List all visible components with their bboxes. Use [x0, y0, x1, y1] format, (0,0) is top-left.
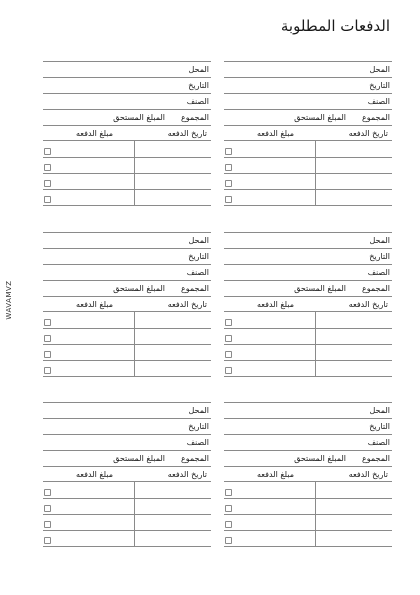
brand-logo: WAVAMVZ: [5, 280, 13, 320]
place-row[interactable]: [43, 61, 211, 78]
place-label: المحل: [188, 406, 209, 415]
column-divider: [134, 481, 135, 547]
table-row[interactable]: [43, 157, 211, 174]
payments-table: [224, 311, 392, 378]
table-row[interactable]: [224, 328, 392, 345]
payments-table: [224, 140, 392, 207]
paid-checkbox[interactable]: [44, 148, 51, 155]
total-label: المجموع: [362, 113, 390, 122]
place-row[interactable]: [224, 402, 392, 419]
amount-due-label: المبلغ المستحق: [113, 284, 165, 293]
table-row[interactable]: [43, 328, 211, 345]
payment-date-header: تاريخ الدفعه: [167, 470, 207, 479]
table-row[interactable]: [43, 189, 211, 206]
table-row[interactable]: [43, 360, 211, 377]
paid-checkbox[interactable]: [225, 196, 232, 203]
payment-date-header: تاريخ الدفعه: [348, 300, 388, 309]
date-label: التاريخ: [369, 422, 390, 431]
place-label: المحل: [369, 65, 390, 74]
payments-table-header: [224, 296, 392, 311]
total-label: المجموع: [362, 284, 390, 293]
table-row[interactable]: [224, 189, 392, 206]
payment-amount-header: مبلغ الدفعه: [257, 300, 294, 309]
category-row[interactable]: [224, 264, 392, 281]
payment-amount-header: مبلغ الدفعه: [76, 129, 113, 138]
date-label: التاريخ: [369, 81, 390, 90]
category-row[interactable]: [43, 434, 211, 451]
payment-amount-header: مبلغ الدفعه: [257, 129, 294, 138]
table-row[interactable]: [224, 530, 392, 547]
paid-checkbox[interactable]: [225, 164, 232, 171]
payments-table: [43, 481, 211, 548]
paid-checkbox[interactable]: [225, 335, 232, 342]
date-label: التاريخ: [188, 252, 209, 261]
payment-block-right-3: [224, 402, 392, 552]
place-row[interactable]: [224, 61, 392, 78]
column-divider: [315, 311, 316, 377]
category-row[interactable]: [224, 434, 392, 451]
payment-block-left-3: [43, 402, 211, 552]
paid-checkbox[interactable]: [225, 367, 232, 374]
page-title: الدفعات المطلوبة: [280, 17, 390, 35]
date-row[interactable]: [43, 248, 211, 265]
payments-table: [43, 311, 211, 378]
paid-checkbox[interactable]: [225, 489, 232, 496]
table-row[interactable]: [43, 514, 211, 531]
date-row[interactable]: [224, 77, 392, 94]
category-label: الصنف: [186, 438, 209, 447]
column-divider: [315, 481, 316, 547]
paid-checkbox[interactable]: [44, 489, 51, 496]
payments-table-header: [224, 125, 392, 140]
table-row[interactable]: [43, 312, 211, 329]
payments-table: [224, 481, 392, 548]
paid-checkbox[interactable]: [44, 180, 51, 187]
paid-checkbox[interactable]: [44, 164, 51, 171]
paid-checkbox[interactable]: [44, 505, 51, 512]
total-label: المجموع: [362, 454, 390, 463]
total-row[interactable]: [224, 450, 392, 467]
table-row[interactable]: [224, 498, 392, 515]
payments-table-header: [43, 466, 211, 481]
place-label: المحل: [369, 406, 390, 415]
category-label: الصنف: [186, 97, 209, 106]
paid-checkbox[interactable]: [225, 148, 232, 155]
total-row[interactable]: [43, 109, 211, 126]
payment-block-left-2: [43, 232, 211, 382]
category-label: الصنف: [186, 268, 209, 277]
payment-block-left-1: [43, 61, 211, 211]
date-row[interactable]: [224, 418, 392, 435]
payments-table: [43, 140, 211, 207]
place-row[interactable]: [43, 402, 211, 419]
payment-date-header: تاريخ الدفعه: [167, 300, 207, 309]
column-divider: [315, 140, 316, 206]
paid-checkbox[interactable]: [44, 537, 51, 544]
category-row[interactable]: [43, 93, 211, 110]
table-row[interactable]: [43, 141, 211, 158]
table-row[interactable]: [43, 530, 211, 547]
amount-due-label: المبلغ المستحق: [294, 113, 346, 122]
total-label: المجموع: [181, 454, 209, 463]
category-label: الصنف: [367, 268, 390, 277]
category-label: الصنف: [367, 97, 390, 106]
date-label: التاريخ: [188, 81, 209, 90]
place-row[interactable]: [224, 232, 392, 249]
payment-amount-header: مبلغ الدفعه: [257, 470, 294, 479]
total-row[interactable]: [43, 450, 211, 467]
category-label: الصنف: [367, 438, 390, 447]
place-row[interactable]: [43, 232, 211, 249]
table-row[interactable]: [224, 482, 392, 499]
amount-due-label: المبلغ المستحق: [113, 113, 165, 122]
paid-checkbox[interactable]: [225, 351, 232, 358]
paid-checkbox[interactable]: [225, 537, 232, 544]
total-row[interactable]: [224, 280, 392, 297]
table-row[interactable]: [224, 173, 392, 190]
payments-table-header: [43, 125, 211, 140]
table-row[interactable]: [224, 514, 392, 531]
payment-date-header: تاريخ الدفعه: [348, 129, 388, 138]
total-row[interactable]: [224, 109, 392, 126]
place-label: المحل: [188, 65, 209, 74]
total-row[interactable]: [43, 280, 211, 297]
table-row[interactable]: [43, 173, 211, 190]
place-label: المحل: [188, 236, 209, 245]
table-row[interactable]: [224, 157, 392, 174]
payment-amount-header: مبلغ الدفعه: [76, 470, 113, 479]
paid-checkbox[interactable]: [44, 521, 51, 528]
payment-block-right-2: [224, 232, 392, 382]
column-divider: [134, 140, 135, 206]
total-label: المجموع: [181, 113, 209, 122]
paid-checkbox[interactable]: [225, 505, 232, 512]
payments-table-header: [224, 466, 392, 481]
table-row[interactable]: [224, 360, 392, 377]
amount-due-label: المبلغ المستحق: [294, 284, 346, 293]
table-row[interactable]: [224, 312, 392, 329]
payment-date-header: تاريخ الدفعه: [167, 129, 207, 138]
table-row[interactable]: [43, 344, 211, 361]
payment-amount-header: مبلغ الدفعه: [76, 300, 113, 309]
paid-checkbox[interactable]: [44, 351, 51, 358]
table-row[interactable]: [43, 482, 211, 499]
category-row[interactable]: [43, 264, 211, 281]
paid-checkbox[interactable]: [44, 196, 51, 203]
paid-checkbox[interactable]: [225, 319, 232, 326]
payment-date-header: تاريخ الدفعه: [348, 470, 388, 479]
paid-checkbox[interactable]: [44, 319, 51, 326]
paid-checkbox[interactable]: [225, 180, 232, 187]
payment-block-right-1: [224, 61, 392, 211]
amount-due-label: المبلغ المستحق: [294, 454, 346, 463]
paid-checkbox[interactable]: [44, 335, 51, 342]
table-row[interactable]: [224, 344, 392, 361]
paid-checkbox[interactable]: [225, 521, 232, 528]
date-label: التاريخ: [369, 252, 390, 261]
paid-checkbox[interactable]: [44, 367, 51, 374]
table-row[interactable]: [224, 141, 392, 158]
category-row[interactable]: [224, 93, 392, 110]
column-divider: [134, 311, 135, 377]
date-row[interactable]: [43, 77, 211, 94]
payments-table-header: [43, 296, 211, 311]
date-row[interactable]: [43, 418, 211, 435]
amount-due-label: المبلغ المستحق: [113, 454, 165, 463]
table-row[interactable]: [43, 498, 211, 515]
date-label: التاريخ: [188, 422, 209, 431]
date-row[interactable]: [224, 248, 392, 265]
place-label: المحل: [369, 236, 390, 245]
total-label: المجموع: [181, 284, 209, 293]
